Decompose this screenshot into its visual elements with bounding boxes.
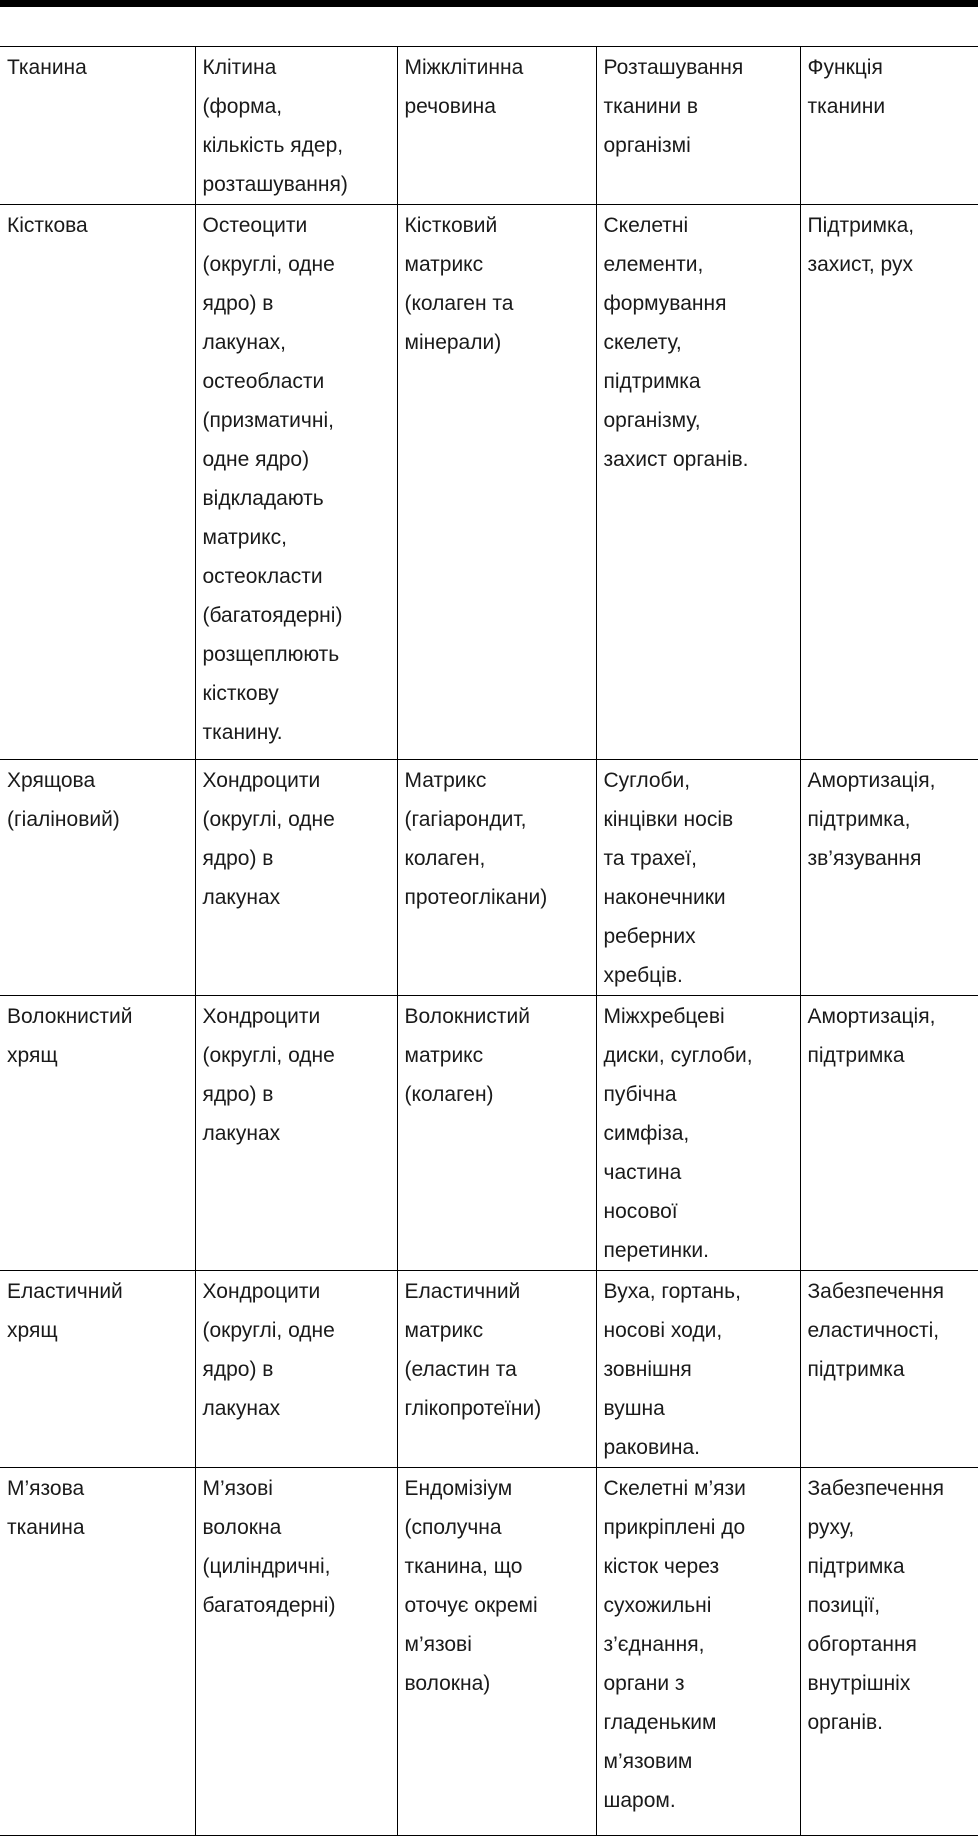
header-tissue: Тканина: [0, 47, 195, 205]
cell-function: Амортизація, підтримка, зв’язування: [800, 760, 978, 996]
table-row-bone: [0, 205, 978, 760]
cell-tissue-name: Волокнистий хрящ: [0, 996, 195, 1271]
table-header-row: [0, 47, 978, 205]
header-function: Функція тканини: [800, 47, 978, 205]
cell-intercellular-substance: Кістковий матрикс (колаген та мінерали): [397, 205, 596, 760]
cell-intercellular-substance: Матрикс (гагіарондит, колаген, протеоглікани): [397, 760, 596, 996]
cell-tissue-name: Еластичний хрящ: [0, 1271, 195, 1468]
cell-tissue-name: М’язова тканина: [0, 1468, 195, 1836]
cell-function: Амортизація, підтримка: [800, 996, 978, 1271]
tissue-comparison-table: [0, 46, 978, 1836]
cell-function: Підтримка, захист, рух: [800, 205, 978, 760]
cell-cell-description: М’язові волокна (циліндричні, багатоядерні): [195, 1468, 397, 1836]
cell-tissue-name: Хрящова (гіаліновий): [0, 760, 195, 996]
table-row-fibrous-cartilage: [0, 996, 978, 1271]
cell-function: Забезпечення руху, підтримка позиції, обгортання внутрішніх органів.: [800, 1468, 978, 1836]
table-row-elastic-cartilage: [0, 1271, 978, 1468]
cell-tissue-name: Кісткова: [0, 205, 195, 760]
cell-cell-description: Хондроцити (округлі, одне ядро) в лакунах: [195, 996, 397, 1271]
header-intercellular-substance: Міжклітинна речовина: [397, 47, 596, 205]
cell-location: Скелетні м’язи прикріплені до кісток через сухожильні з’єднання, органи з гладеньким м’язовим шаром.: [596, 1468, 800, 1836]
cell-function: Забезпечення еластичності, підтримка: [800, 1271, 978, 1468]
table-row-muscle-tissue: [0, 1468, 978, 1836]
cell-intercellular-substance: Ендомізіум (сполучна тканина, що оточує окремі м’язові волокна): [397, 1468, 596, 1836]
top-border-bar: [0, 0, 978, 7]
cell-location: Скелетні елементи, формування скелету, підтримка організму, захист органів.: [596, 205, 800, 760]
cell-location: Суглоби, кінцівки носів та трахеї, наконечники реберних хребців.: [596, 760, 800, 996]
cell-cell-description: Хондроцити (округлі, одне ядро) в лакунах: [195, 760, 397, 996]
table-row-hyaline-cartilage: [0, 760, 978, 996]
header-location: Розташування тканини в організмі: [596, 47, 800, 205]
cell-location: Міжхребцеві диски, суглоби, пубічна симфіза, частина носової перетинки.: [596, 996, 800, 1271]
cell-intercellular-substance: Волокнистий матрикс (колаген): [397, 996, 596, 1271]
cell-cell-description: Остеоцити (округлі, одне ядро) в лакунах, остеобласти (призматичні, одне ядро) відкладають матрикс, остеокласти (багатоядерні) розщеплюють кісткову тканину.: [195, 205, 397, 760]
cell-location: Вуха, гортань, носові ходи, зовнішня вушна раковина.: [596, 1271, 800, 1468]
header-cell: Клітина (форма, кількість ядер, розташування): [195, 47, 397, 205]
cell-cell-description: Хондроцити (округлі, одне ядро) в лакунах: [195, 1271, 397, 1468]
cell-intercellular-substance: Еластичний матрикс (еластин та глікопротеїни): [397, 1271, 596, 1468]
